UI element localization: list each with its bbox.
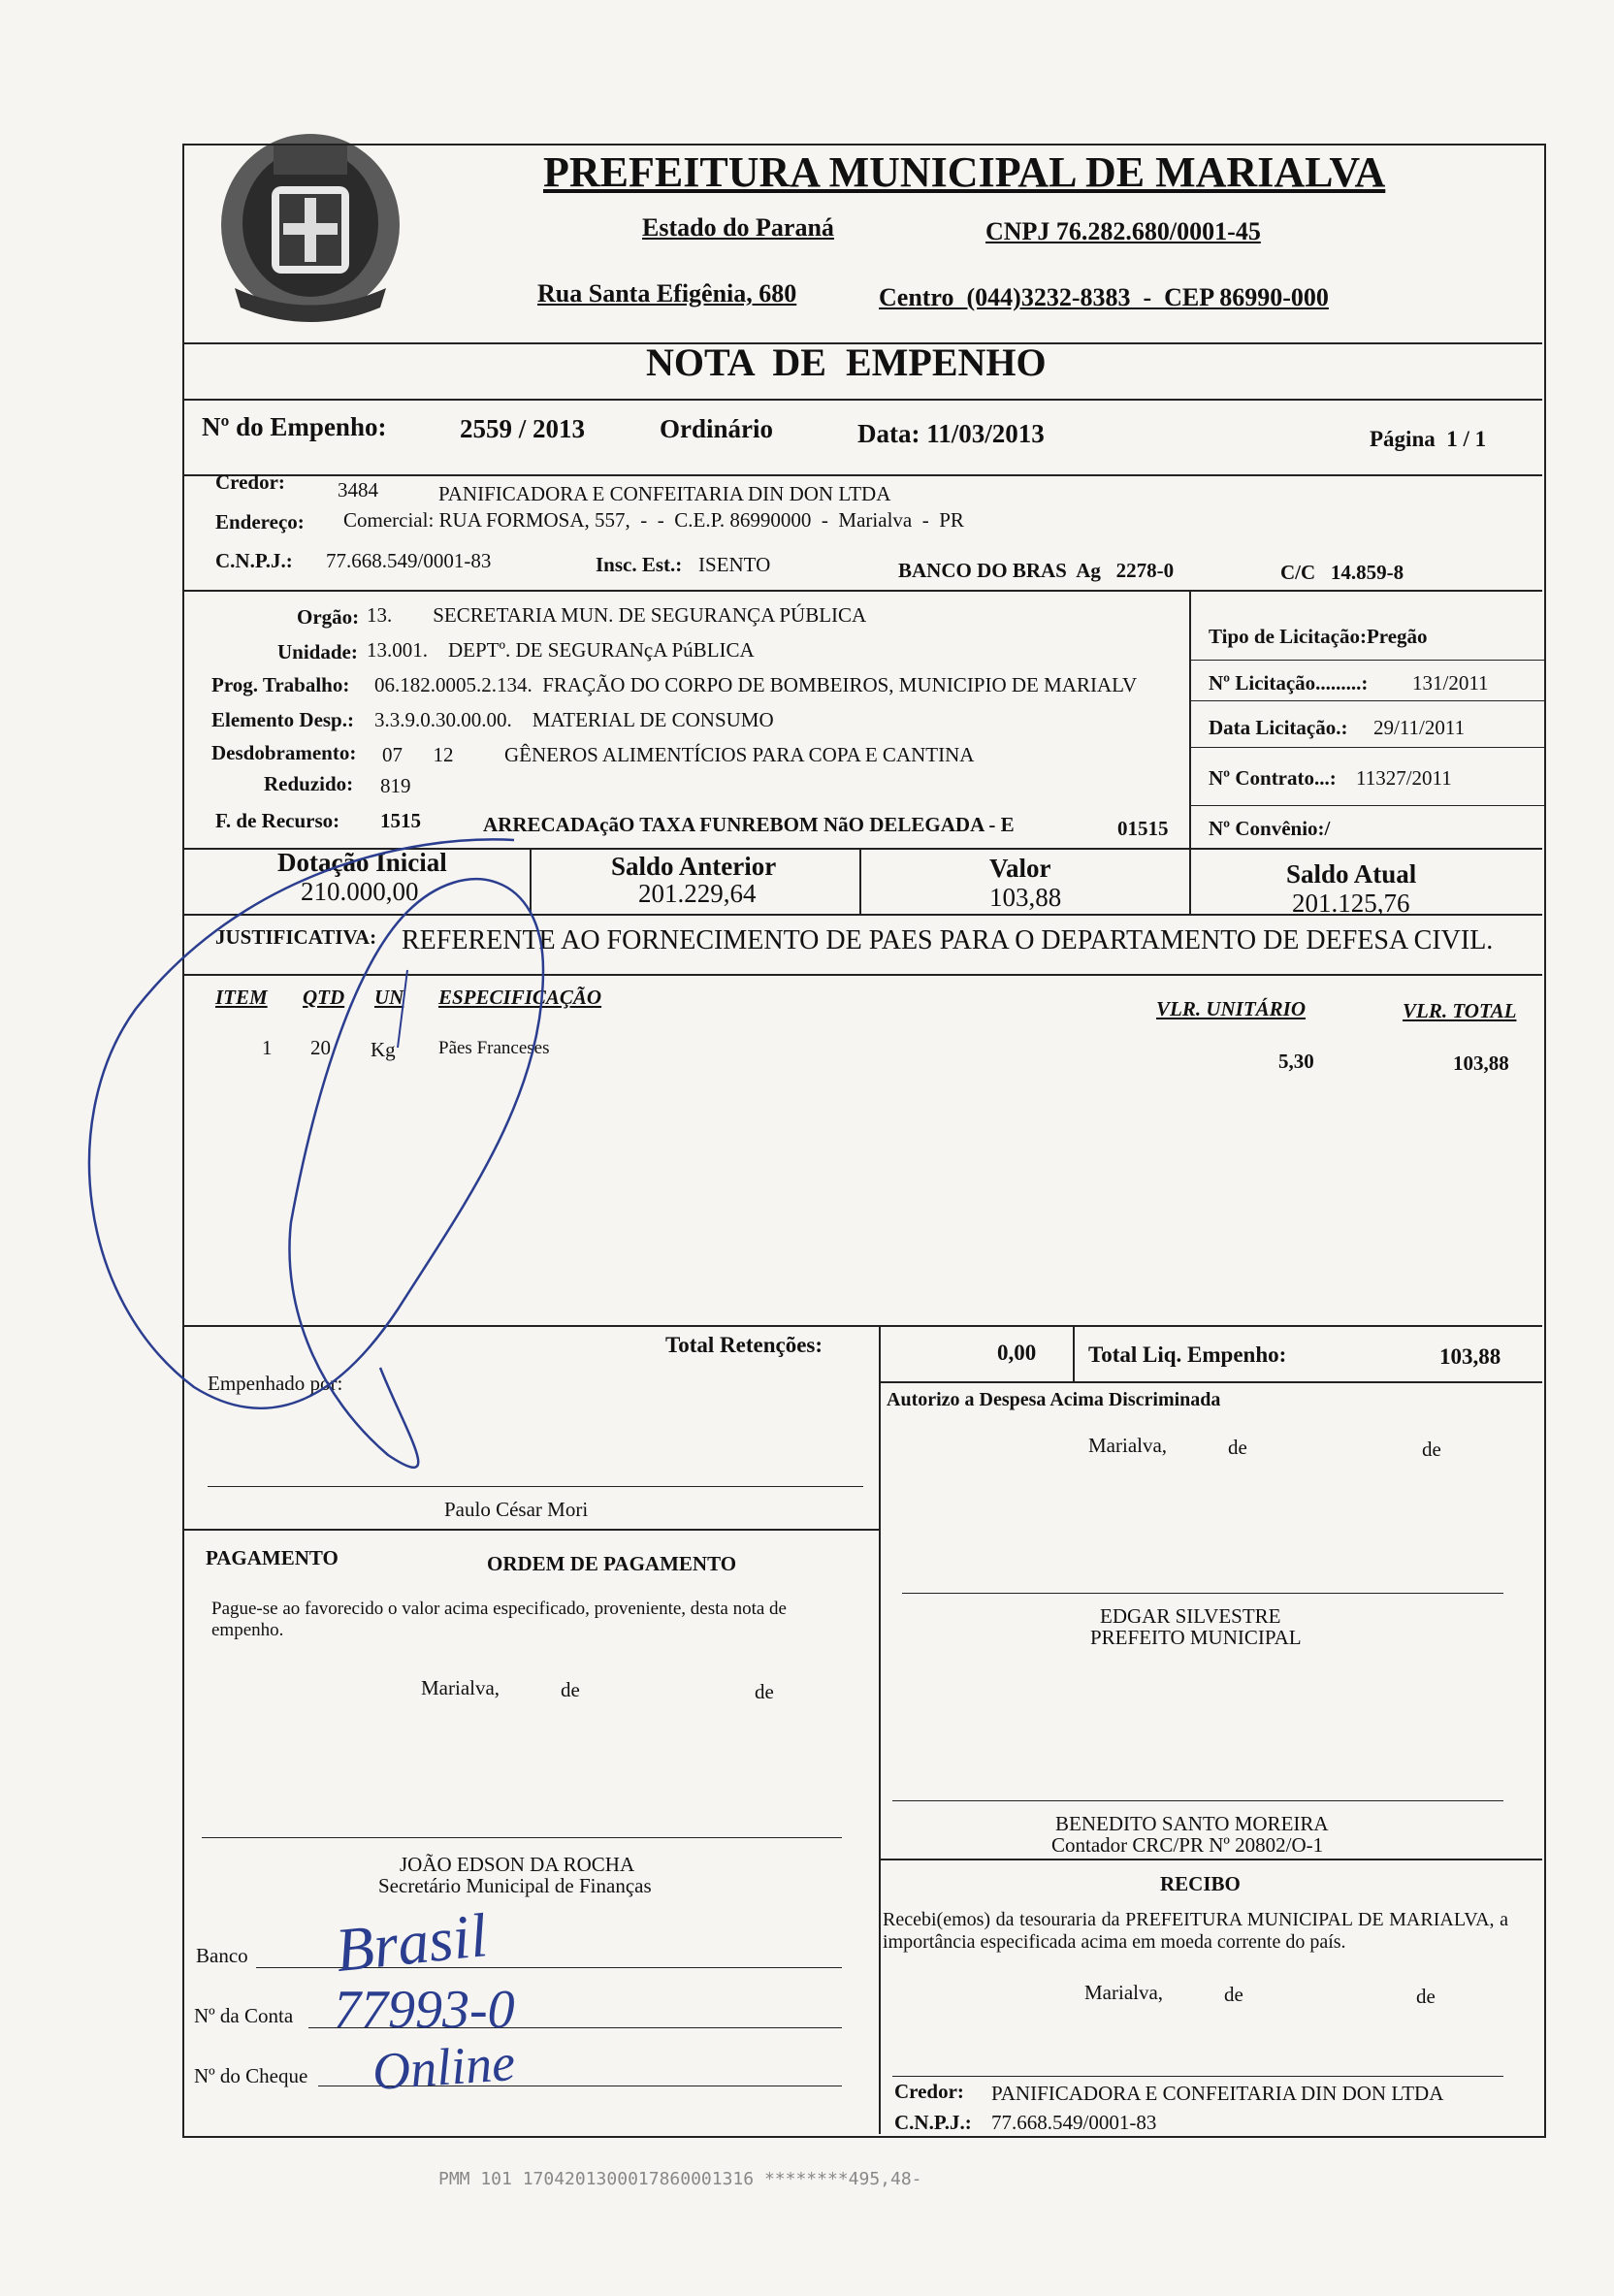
licitacao-date: 29/11/2011 [1373, 716, 1466, 739]
saldo-atual-value: 201.125,76 [1292, 889, 1410, 918]
recurso-label: F. de Recurso: [215, 809, 340, 832]
municipality-title: PREFEITURA MUNICIPAL DE MARIALVA [543, 148, 1386, 196]
doc-title: NOTA DE EMPENHO [646, 340, 1047, 384]
banco-label: Banco [196, 1944, 248, 1967]
recibo-de1: de [1224, 1983, 1243, 2006]
retencoes-label: Total Retenções: [665, 1333, 823, 1357]
row-vlr-unitario: 5,30 [1278, 1050, 1314, 1073]
licitacao-number-label: Nº Licitação.........: [1209, 671, 1369, 695]
convenio-label: Nº Convênio:/ [1209, 817, 1331, 840]
handwritten-banco: Brasil [332, 1900, 491, 1985]
recibo-de2: de [1416, 1985, 1436, 2008]
row-vlr-total: 103,88 [1453, 1051, 1509, 1075]
footer-code: PMM 101 1704201300017860001316 ********495,48- [438, 2169, 922, 2189]
justificativa-label: JUSTIFICATIVA: [215, 925, 377, 949]
state-label: Estado do Paraná [642, 213, 834, 242]
tipo-licitacao: Tipo de Licitação:Pregão [1209, 625, 1428, 648]
credor-label: Credor: [215, 470, 285, 494]
endereco-value: Comercial: RUA FORMOSA, 557, - - C.E.P. 86990000 - Marialva - PR [343, 508, 964, 532]
row-item: 1 [262, 1036, 273, 1059]
handwritten-conta: 77993-0 [334, 1980, 515, 2040]
saldo-anterior-value: 201.229,64 [638, 879, 757, 908]
conta-label: Nº da Conta [194, 2004, 294, 2027]
dotacao-label: Dotação Inicial [277, 848, 447, 877]
secretario-name: JOÃO EDSON DA ROCHA [400, 1853, 635, 1876]
cnpj-value: 77.668.549/0001-83 [326, 549, 492, 572]
licitacao-number: 131/2011 [1412, 671, 1489, 695]
unidade-value: 13.001. DEPTº. DE SEGURANçA PúBLICA [367, 638, 755, 662]
liquido-value: 103,88 [1439, 1344, 1501, 1369]
recibo-title: RECIBO [1160, 1872, 1241, 1895]
contador-name: BENEDITO SANTO MOREIRA [1055, 1812, 1329, 1835]
col-un: UN [374, 986, 404, 1009]
prog-label: Prog. Trabalho: [211, 673, 350, 696]
prefeito-name: EDGAR SILVESTRE [1100, 1604, 1281, 1628]
recibo-text: Recebi(emos) da tesouraria da PREFEITURA MUNICIPAL DE MARIALVA, a importância especificada acima em moeda corrente do país. [883, 1909, 1508, 1953]
empenho-date: Data: 11/03/2013 [857, 419, 1045, 448]
cheque-label: Nº do Cheque [194, 2064, 308, 2087]
cnpj-label: C.N.P.J.: [215, 549, 293, 572]
col-vlr-unitario: VLR. UNITÁRIO [1156, 997, 1307, 1020]
valor-value: 103,88 [989, 883, 1062, 912]
banco-info: BANCO DO BRAS Ag 2278-0 [898, 559, 1175, 582]
col-item: ITEM [215, 986, 268, 1009]
col-especificacao: ESPECIFICAÇÃO [438, 986, 602, 1009]
col-vlr-total: VLR. TOTAL [1403, 999, 1517, 1022]
row-qtd: 20 [310, 1036, 331, 1059]
orgao-value: 13. SECRETARIA MUN. DE SEGURANÇA PÚBLICA [367, 603, 867, 627]
page-number: Página 1 / 1 [1370, 427, 1487, 451]
prog-value: 06.182.0005.2.134. FRAÇÃO DO CORPO DE BOMBEIROS, MUNICIPIO DE MARIALV [374, 673, 1138, 696]
row-un: Kg [371, 1038, 396, 1061]
unidade-label: Unidade: [277, 640, 358, 663]
recibo-cnpj-label: C.N.P.J.: [894, 2111, 972, 2134]
liquido-label: Total Liq. Empenho: [1088, 1342, 1287, 1367]
valor-label: Valor [989, 854, 1051, 883]
elemento-label: Elemento Desp.: [211, 708, 354, 731]
pagamento-de2: de [755, 1680, 774, 1703]
reduzido-value: 819 [380, 774, 411, 797]
autorizo-title: Autorizo a Despesa Acima Discriminada [887, 1389, 1221, 1410]
row-especificacao: Pães Franceses [438, 1038, 550, 1058]
ordem-pagamento-title: ORDEM DE PAGAMENTO [487, 1552, 737, 1575]
pagamento-city: Marialva, [421, 1676, 500, 1699]
recibo-cnpj: 77.668.549/0001-83 [991, 2111, 1157, 2134]
saldo-anterior-label: Saldo Anterior [611, 852, 777, 881]
cnpj-header: CNPJ 76.282.680/0001-45 [985, 217, 1261, 245]
handwritten-cheque: Online [371, 2032, 517, 2102]
pagamento-text: Pague-se ao favorecido o valor acima especificado, proveniente, desta nota de empenho. [211, 1599, 787, 1640]
pagamento-title: PAGAMENTO [206, 1546, 339, 1569]
endereco-label: Endereço: [215, 510, 305, 534]
empenho-number-label: Nº do Empenho: [202, 412, 387, 441]
contrato-label: Nº Contrato...: [1209, 766, 1337, 790]
desdobramento-value: 07 12 GÊNEROS ALIMENTÍCIOS PARA COPA E CANTINA [382, 743, 975, 766]
saldo-atual-label: Saldo Atual [1286, 859, 1417, 889]
empenhado-name: Paulo César Mori [444, 1498, 589, 1521]
prefeito-title: PREFEITO MUNICIPAL [1090, 1626, 1302, 1649]
recibo-credor-label: Credor: [894, 2080, 964, 2103]
justificativa-text: REFERENTE AO FORNECIMENTO DE PAES PARA O DEPARTAMENTO DE DEFESA CIVIL. [402, 925, 1494, 955]
recurso-code: 1515 [380, 809, 421, 832]
autorizo-de1: de [1228, 1436, 1247, 1459]
empenho-number: 2559 / 2013 [460, 414, 586, 443]
elemento-value: 3.3.9.0.30.00.00. MATERIAL DE CONSUMO [374, 708, 774, 731]
retencoes-value: 0,00 [997, 1341, 1037, 1365]
reduzido-label: Reduzido: [264, 772, 354, 795]
desdobramento-label: Desdobramento: [211, 741, 357, 764]
recibo-city: Marialva, [1084, 1981, 1164, 2004]
recurso-num: 01515 [1117, 817, 1169, 840]
contrato-value: 11327/2011 [1356, 766, 1452, 790]
empenho-type: Ordinário [660, 414, 774, 443]
orgao-label: Orgão: [297, 605, 360, 629]
address-label: Rua Santa Efigênia, 680 [537, 279, 797, 307]
conta-corrente: C/C 14.859-8 [1280, 561, 1404, 584]
licitacao-date-label: Data Licitação.: [1209, 716, 1348, 739]
secretario-title: Secretário Municipal de Finanças [378, 1874, 652, 1897]
autorizo-de2: de [1422, 1438, 1441, 1461]
contador-title: Contador CRC/PR Nº 20802/O-1 [1051, 1833, 1324, 1857]
contact-label: Centro (044)3232-8383 - CEP 86990-000 [879, 283, 1329, 311]
recibo-credor: PANIFICADORA E CONFEITARIA DIN DON LTDA [991, 2082, 1444, 2105]
insc-label: Insc. Est.: [596, 553, 683, 576]
dotacao-value: 210.000,00 [301, 877, 419, 906]
credor-name: PANIFICADORA E CONFEITARIA DIN DON LTDA [438, 482, 891, 505]
empenhado-label: Empenhado por: [208, 1372, 343, 1395]
autorizo-city: Marialva, [1088, 1434, 1168, 1457]
recurso-value: ARRECADAçãO TAXA FUNREBOM NãO DELEGADA - E [483, 813, 1015, 836]
insc-value: ISENTO [698, 553, 771, 576]
col-qtd: QTD [303, 986, 345, 1009]
credor-code: 3484 [338, 478, 378, 501]
pagamento-de1: de [561, 1678, 580, 1701]
